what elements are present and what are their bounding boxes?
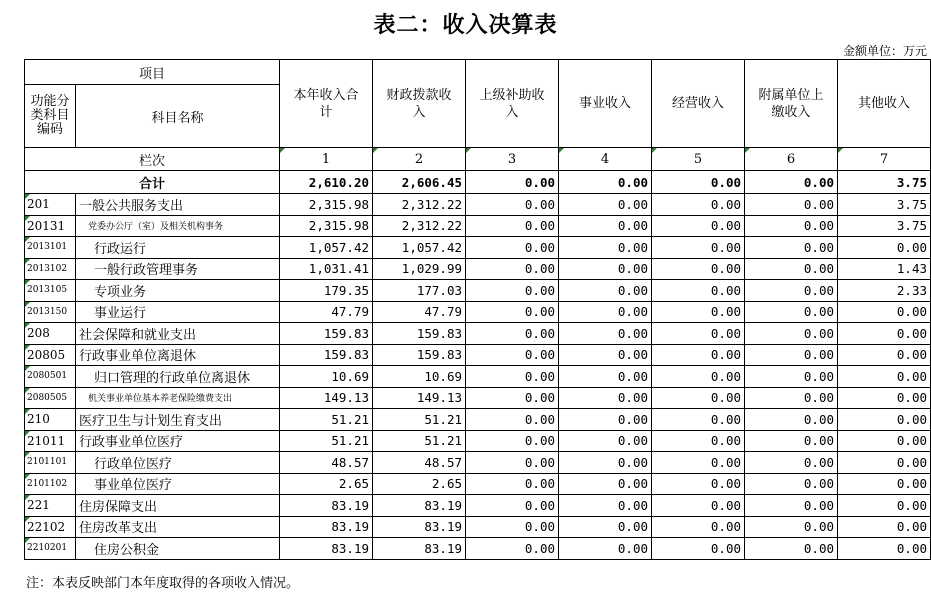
cell-marker xyxy=(25,280,30,285)
amount-cell: 177.03 xyxy=(373,280,466,302)
amount-cell: 0.00 xyxy=(838,387,931,409)
amount-cell: 0.00 xyxy=(559,237,652,259)
project-header: 项目 xyxy=(25,60,280,85)
table-row xyxy=(25,280,931,302)
subject-code: 20131 xyxy=(25,215,76,237)
amount-cell: 0.00 xyxy=(838,301,931,323)
amount-cell: 0.00 xyxy=(652,237,745,259)
amount-cell: 0.00 xyxy=(466,301,559,323)
amount-cell: 0.00 xyxy=(838,495,931,517)
amount-cell: 0.00 xyxy=(838,430,931,452)
table-row xyxy=(25,215,931,237)
subject-name: 事业单位医疗 xyxy=(76,473,280,495)
amount-cell: 3.75 xyxy=(838,215,931,237)
cell-marker xyxy=(25,495,30,500)
amount-cell: 0.00 xyxy=(745,280,838,302)
lanci-5: 5 xyxy=(652,148,745,171)
cell-marker xyxy=(25,517,30,522)
cell-marker xyxy=(25,302,30,307)
amount-cell: 2,315.98 xyxy=(280,194,373,216)
total-value: 0.00 xyxy=(745,171,838,194)
subject-name: 住房保障支出 xyxy=(76,495,280,517)
subject-code: 2101102 xyxy=(25,473,76,495)
amount-cell: 0.00 xyxy=(652,516,745,538)
cell-marker xyxy=(838,148,843,153)
amount-cell: 2,312.22 xyxy=(373,194,466,216)
amount-cell: 0.00 xyxy=(559,516,652,538)
amount-cell: 0.00 xyxy=(652,344,745,366)
amount-cell: 0.00 xyxy=(559,366,652,388)
table-row xyxy=(25,473,931,495)
amount-cell: 0.00 xyxy=(745,409,838,431)
amount-cell: 0.00 xyxy=(652,452,745,474)
amount-cell: 0.00 xyxy=(559,258,652,280)
table-body xyxy=(25,60,931,560)
col-header-7: 其他收入 xyxy=(838,60,931,148)
amount-cell: 0.00 xyxy=(466,258,559,280)
amount-cell: 51.21 xyxy=(373,409,466,431)
amount-unit: 金额单位：万元 xyxy=(842,44,927,58)
cell-marker xyxy=(559,148,564,153)
amount-cell: 0.00 xyxy=(745,215,838,237)
amount-cell: 0.00 xyxy=(466,194,559,216)
amount-cell: 0.00 xyxy=(559,323,652,345)
amount-cell: 0.00 xyxy=(745,258,838,280)
amount-cell: 0.00 xyxy=(559,452,652,474)
amount-cell: 0.00 xyxy=(745,538,838,560)
amount-cell: 0.00 xyxy=(559,215,652,237)
amount-cell: 0.00 xyxy=(466,452,559,474)
col-header-1: 本年收入合计 xyxy=(280,60,373,148)
amount-cell: 0.00 xyxy=(559,280,652,302)
table-row xyxy=(25,495,931,517)
amount-cell: 2.65 xyxy=(373,473,466,495)
header-row-project xyxy=(25,60,931,85)
lanci-3: 3 xyxy=(466,148,559,171)
cell-marker xyxy=(745,148,750,153)
lanci-2: 2 xyxy=(373,148,466,171)
subject-code: 210 xyxy=(25,409,76,431)
amount-cell: 48.57 xyxy=(280,452,373,474)
amount-cell: 0.00 xyxy=(745,430,838,452)
table-row xyxy=(25,258,931,280)
amount-cell: 0.00 xyxy=(559,430,652,452)
col-header-6: 附属单位上缴收入 xyxy=(745,60,838,148)
subject-code: 20805 xyxy=(25,344,76,366)
subject-name: 党委办公厅（室）及相关机构事务 xyxy=(76,215,280,237)
amount-cell: 0.00 xyxy=(466,473,559,495)
subject-name: 医疗卫生与计划生育支出 xyxy=(76,409,280,431)
amount-cell: 0.00 xyxy=(466,323,559,345)
amount-cell: 51.21 xyxy=(373,430,466,452)
amount-cell: 0.00 xyxy=(838,538,931,560)
amount-cell: 0.00 xyxy=(838,409,931,431)
total-label: 合计 xyxy=(25,171,280,194)
subject-name: 一般公共服务支出 xyxy=(76,194,280,216)
amount-cell: 0.00 xyxy=(745,237,838,259)
col-header-2: 财政拨款收入 xyxy=(373,60,466,148)
total-row xyxy=(25,171,931,194)
total-value: 2,606.45 xyxy=(373,171,466,194)
amount-cell: 0.00 xyxy=(466,280,559,302)
subject-code: 2013150 xyxy=(25,301,76,323)
col-header-3: 上级补助收入 xyxy=(466,60,559,148)
cell-marker xyxy=(373,148,378,153)
cell-marker xyxy=(25,409,30,414)
amount-cell: 0.00 xyxy=(838,473,931,495)
amount-cell: 0.00 xyxy=(838,452,931,474)
cell-marker xyxy=(25,474,30,479)
amount-cell: 83.19 xyxy=(373,538,466,560)
table-row xyxy=(25,409,931,431)
subject-name: 行政单位医疗 xyxy=(76,452,280,474)
amount-cell: 0.00 xyxy=(838,516,931,538)
income-table xyxy=(24,59,931,560)
total-value: 0.00 xyxy=(466,171,559,194)
amount-cell: 0.00 xyxy=(559,495,652,517)
table-row xyxy=(25,430,931,452)
amount-cell: 2.65 xyxy=(280,473,373,495)
subject-code: 208 xyxy=(25,323,76,345)
table-note: 注：本表反映部门本年度取得的各项收入情况。 xyxy=(26,576,300,591)
amount-cell: 0.00 xyxy=(745,366,838,388)
cell-marker xyxy=(25,194,30,199)
amount-cell: 0.00 xyxy=(559,409,652,431)
amount-cell: 2,312.22 xyxy=(373,215,466,237)
subject-name: 事业运行 xyxy=(76,301,280,323)
amount-cell: 10.69 xyxy=(280,366,373,388)
amount-cell: 0.00 xyxy=(745,495,838,517)
amount-cell: 1,029.99 xyxy=(373,258,466,280)
amount-cell: 0.00 xyxy=(466,344,559,366)
lanci-label: 栏次 xyxy=(25,148,280,171)
lanci-4: 4 xyxy=(559,148,652,171)
subject-name: 行政事业单位医疗 xyxy=(76,430,280,452)
amount-cell: 83.19 xyxy=(280,495,373,517)
amount-cell: 0.00 xyxy=(466,516,559,538)
table-row xyxy=(25,516,931,538)
amount-cell: 0.00 xyxy=(559,473,652,495)
cell-marker xyxy=(280,148,285,153)
cell-marker xyxy=(652,148,657,153)
amount-cell: 0.00 xyxy=(652,215,745,237)
amount-cell: 1,031.41 xyxy=(280,258,373,280)
amount-cell: 83.19 xyxy=(280,516,373,538)
cell-marker xyxy=(25,259,30,264)
amount-cell: 0.00 xyxy=(559,194,652,216)
subject-code: 201 xyxy=(25,194,76,216)
subject-name: 住房改革支出 xyxy=(76,516,280,538)
total-value: 2,610.20 xyxy=(280,171,373,194)
amount-cell: 0.00 xyxy=(838,344,931,366)
cell-marker xyxy=(25,431,30,436)
subject-name: 专项业务 xyxy=(76,280,280,302)
lanci-7: 7 xyxy=(838,148,931,171)
subject-name: 一般行政管理事务 xyxy=(76,258,280,280)
subject-code: 2080501 xyxy=(25,366,76,388)
cell-marker xyxy=(25,366,30,371)
amount-cell: 0.00 xyxy=(745,387,838,409)
amount-cell: 0.00 xyxy=(652,495,745,517)
total-value: 3.75 xyxy=(838,171,931,194)
total-value: 0.00 xyxy=(559,171,652,194)
amount-cell: 0.00 xyxy=(745,344,838,366)
table-row xyxy=(25,323,931,345)
amount-cell: 10.69 xyxy=(373,366,466,388)
amount-cell: 0.00 xyxy=(838,237,931,259)
amount-cell: 0.00 xyxy=(652,280,745,302)
amount-cell: 0.00 xyxy=(652,538,745,560)
amount-cell: 1,057.42 xyxy=(373,237,466,259)
amount-cell: 0.00 xyxy=(652,258,745,280)
amount-cell: 159.83 xyxy=(280,323,373,345)
col-header-4: 事业收入 xyxy=(559,60,652,148)
subject-code: 2101101 xyxy=(25,452,76,474)
amount-cell: 0.00 xyxy=(652,194,745,216)
cell-marker xyxy=(25,237,30,242)
col-header-5: 经营收入 xyxy=(652,60,745,148)
name-header: 科目名称 xyxy=(76,85,280,148)
amount-cell: 0.00 xyxy=(466,237,559,259)
subject-name: 归口管理的行政单位离退休 xyxy=(76,366,280,388)
amount-cell: 0.00 xyxy=(745,301,838,323)
amount-cell: 0.00 xyxy=(466,430,559,452)
table-row xyxy=(25,194,931,216)
amount-cell: 2,315.98 xyxy=(280,215,373,237)
amount-cell: 0.00 xyxy=(559,344,652,366)
page-title: 表二：收入决算表 xyxy=(373,13,558,38)
code-header: 功能分类科目编码 xyxy=(25,85,76,148)
cell-marker xyxy=(25,323,30,328)
subject-name: 住房公积金 xyxy=(76,538,280,560)
amount-cell: 0.00 xyxy=(466,366,559,388)
amount-cell: 83.19 xyxy=(280,538,373,560)
amount-cell: 0.00 xyxy=(745,473,838,495)
amount-cell: 83.19 xyxy=(373,495,466,517)
amount-cell: 0.00 xyxy=(652,366,745,388)
table-row xyxy=(25,366,931,388)
subject-code: 2210201 xyxy=(25,538,76,560)
amount-cell: 159.83 xyxy=(280,344,373,366)
amount-cell: 2.33 xyxy=(838,280,931,302)
amount-cell: 0.00 xyxy=(652,473,745,495)
amount-cell: 0.00 xyxy=(652,323,745,345)
subject-code: 2013101 xyxy=(25,237,76,259)
subject-name: 社会保障和就业支出 xyxy=(76,323,280,345)
amount-cell: 0.00 xyxy=(559,387,652,409)
amount-cell: 1,057.42 xyxy=(280,237,373,259)
amount-cell: 0.00 xyxy=(745,194,838,216)
table-row xyxy=(25,344,931,366)
amount-cell: 0.00 xyxy=(652,301,745,323)
amount-cell: 149.13 xyxy=(373,387,466,409)
cell-marker xyxy=(25,345,30,350)
amount-cell: 159.83 xyxy=(373,323,466,345)
amount-cell: 0.00 xyxy=(838,323,931,345)
amount-cell: 179.35 xyxy=(280,280,373,302)
cell-marker xyxy=(466,148,471,153)
table-row xyxy=(25,237,931,259)
amount-cell: 0.00 xyxy=(745,452,838,474)
table-row xyxy=(25,387,931,409)
amount-cell: 47.79 xyxy=(373,301,466,323)
cell-marker xyxy=(25,216,30,221)
amount-cell: 51.21 xyxy=(280,430,373,452)
amount-cell: 0.00 xyxy=(559,301,652,323)
amount-cell: 0.00 xyxy=(652,409,745,431)
lanci-6: 6 xyxy=(745,148,838,171)
amount-cell: 0.00 xyxy=(466,538,559,560)
subject-code: 2080505 xyxy=(25,387,76,409)
lanci-row xyxy=(25,148,931,171)
subject-code: 221 xyxy=(25,495,76,517)
amount-cell: 0.00 xyxy=(466,495,559,517)
cell-marker xyxy=(25,538,30,543)
amount-cell: 0.00 xyxy=(652,387,745,409)
amount-cell: 0.00 xyxy=(466,409,559,431)
subject-code: 2013105 xyxy=(25,280,76,302)
amount-cell: 0.00 xyxy=(652,430,745,452)
lanci-1: 1 xyxy=(280,148,373,171)
amount-cell: 48.57 xyxy=(373,452,466,474)
amount-cell: 0.00 xyxy=(466,215,559,237)
cell-marker xyxy=(25,452,30,457)
amount-cell: 0.00 xyxy=(745,516,838,538)
total-value: 0.00 xyxy=(652,171,745,194)
subject-name: 行政事业单位离退休 xyxy=(76,344,280,366)
amount-cell: 149.13 xyxy=(280,387,373,409)
cell-marker xyxy=(25,388,30,393)
subject-name: 行政运行 xyxy=(76,237,280,259)
amount-cell: 47.79 xyxy=(280,301,373,323)
amount-cell: 1.43 xyxy=(838,258,931,280)
amount-cell: 83.19 xyxy=(373,516,466,538)
subject-name: 机关事业单位基本养老保险缴费支出 xyxy=(76,387,280,409)
table-row xyxy=(25,452,931,474)
subject-code: 2013102 xyxy=(25,258,76,280)
table-row xyxy=(25,538,931,560)
subject-code: 22102 xyxy=(25,516,76,538)
amount-cell: 3.75 xyxy=(838,194,931,216)
amount-cell: 159.83 xyxy=(373,344,466,366)
subject-code: 21011 xyxy=(25,430,76,452)
amount-cell: 0.00 xyxy=(466,387,559,409)
amount-cell: 0.00 xyxy=(745,323,838,345)
amount-cell: 51.21 xyxy=(280,409,373,431)
table-row xyxy=(25,301,931,323)
amount-cell: 0.00 xyxy=(838,366,931,388)
amount-cell: 0.00 xyxy=(559,538,652,560)
